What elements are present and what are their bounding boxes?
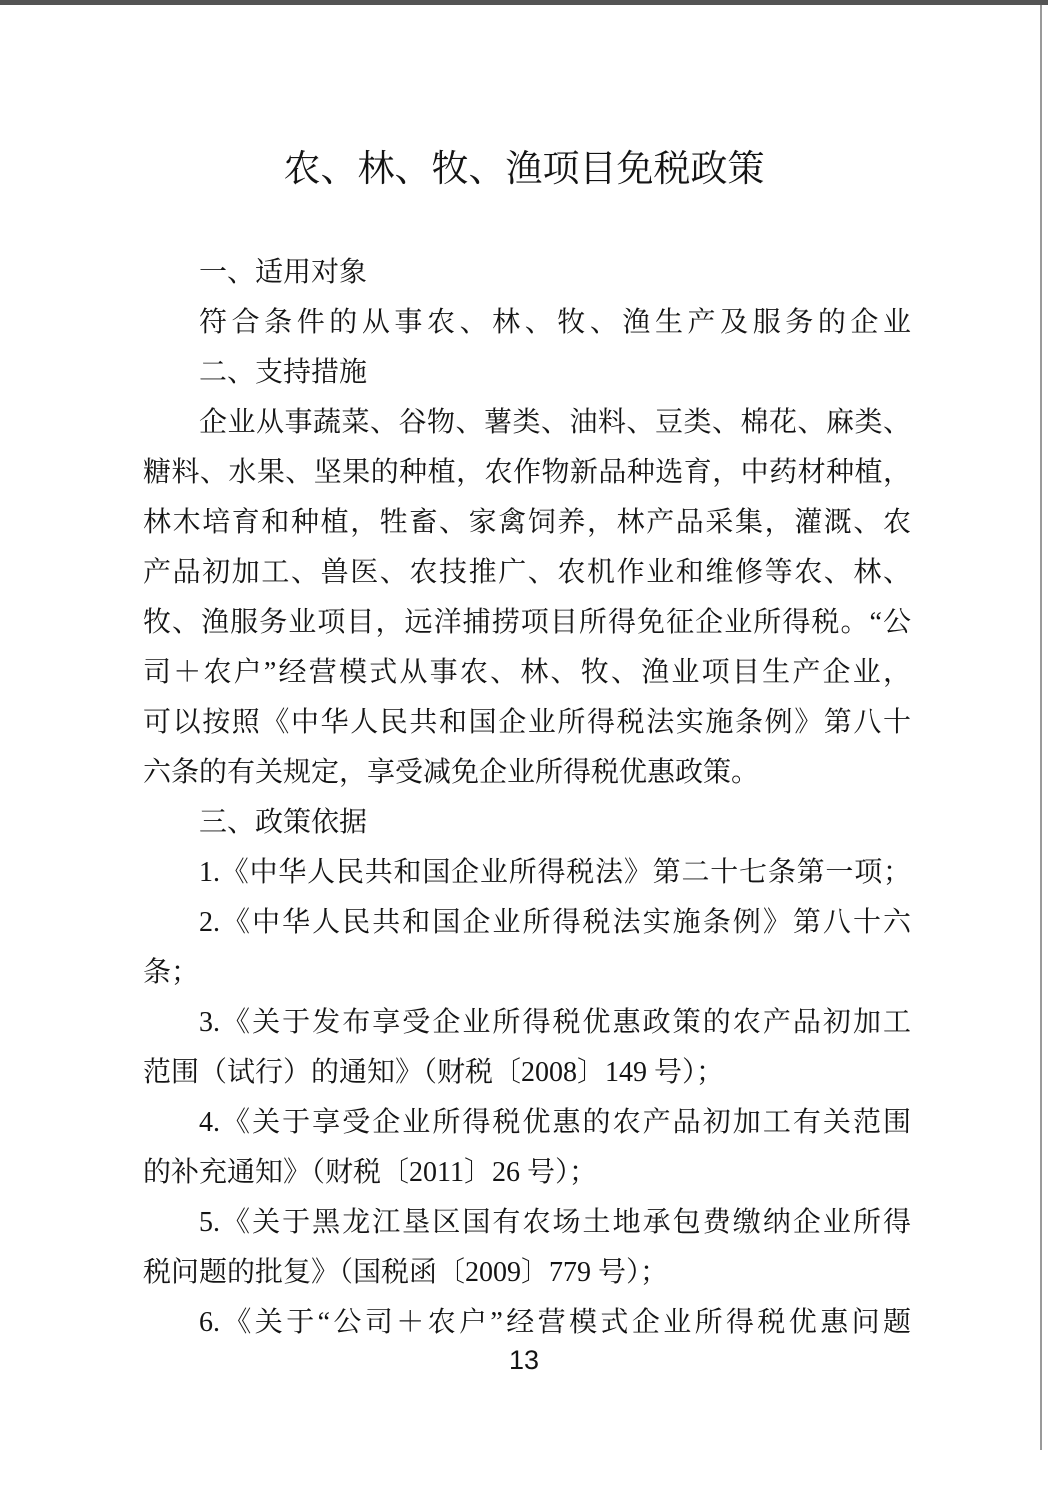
text-line: 1.《中华人民共和国企业所得税法》第二十七条第一项； xyxy=(199,857,911,888)
text-line: 可以按照《中华人民共和国企业所得税法实施条例》第八十 xyxy=(143,707,911,738)
text-line: 条； xyxy=(143,957,200,988)
page-number: 13 xyxy=(508,1345,540,1375)
page-top-edge xyxy=(0,0,1048,5)
document-title: 农、林、牧、渔项目免税政策 xyxy=(283,149,765,190)
text-line: 范围（试行）的通知》（财税〔2008〕149 号）； xyxy=(143,1057,725,1088)
document-body xyxy=(143,248,911,1348)
text-line: 4.《关于享受企业所得税优惠的农产品初加工有关范围 xyxy=(199,1107,911,1138)
text-line: 5.《关于黑龙江垦区国有农场土地承包费缴纳企业所得 xyxy=(199,1207,911,1238)
text-line: 税问题的批复》（国税函〔2009〕779 号）； xyxy=(143,1257,669,1288)
text-line: 牧、渔服务业项目，远洋捕捞项目所得免征企业所得税。“公 xyxy=(143,607,911,638)
text-line: 的补充通知》（财税〔2011〕26 号）； xyxy=(143,1157,597,1188)
text-line: 6.《关于“公司＋农户”经营模式企业所得税优惠问题 xyxy=(199,1307,911,1338)
text-line: 六条的有关规定，享受减免企业所得税优惠政策。 xyxy=(143,757,760,788)
text-line: 糖料、水果、坚果的种植，农作物新品种选育，中药材种植， xyxy=(143,457,911,488)
text-line: 符合条件的从事农、林、牧、渔生产及服务的企业 xyxy=(199,307,911,338)
text-line: 2.《中华人民共和国企业所得税法实施条例》第八十六 xyxy=(199,907,911,938)
text-line: 司＋农户”经营模式从事农、林、牧、渔业项目生产企业， xyxy=(143,657,911,688)
text-line: 三、政策依据 xyxy=(199,807,368,838)
text-line: 产品初加工、兽医、农技推广、农机作业和维修等农、林、 xyxy=(143,557,911,588)
page-right-edge-line xyxy=(1040,5,1042,1450)
text-line: 企业从事蔬菜、谷物、薯类、油料、豆类、棉花、麻类、 xyxy=(199,407,911,438)
text-line: 3.《关于发布享受企业所得税优惠政策的农产品初加工 xyxy=(199,1007,911,1038)
text-line: 二、支持措施 xyxy=(199,357,368,388)
text-line: 林木培育和种植，牲畜、家禽饲养，林产品采集，灌溉、农 xyxy=(143,507,911,538)
text-line: 一、适用对象 xyxy=(199,257,368,288)
